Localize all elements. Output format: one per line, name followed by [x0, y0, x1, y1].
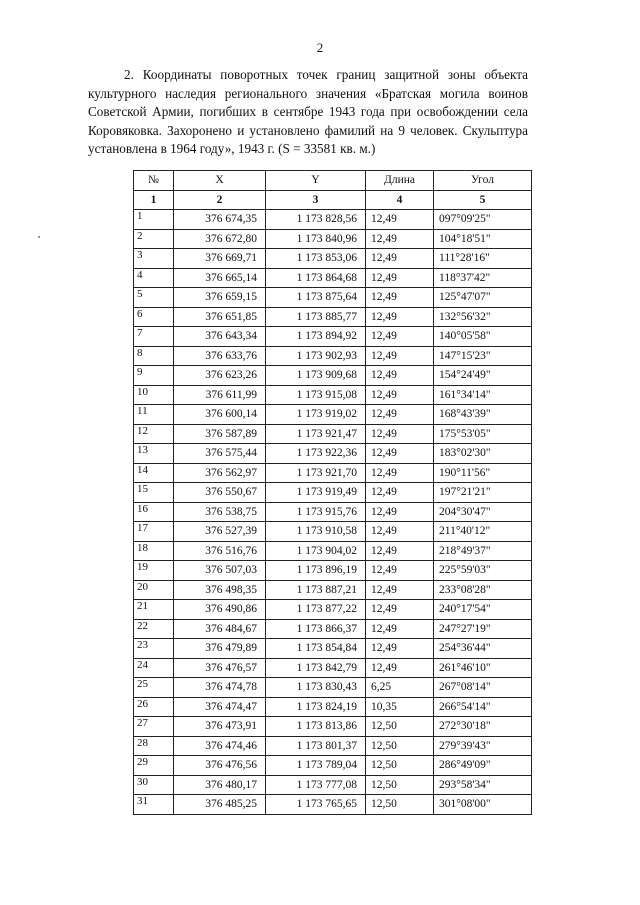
table-row — [134, 502, 532, 522]
point-number-cell: 25 — [134, 678, 174, 698]
point-number-cell: 15 — [134, 483, 174, 503]
point-number-cell: 2 — [134, 229, 174, 249]
angle-cell: 190°11'56" — [434, 463, 532, 483]
point-number-cell: 7 — [134, 327, 174, 347]
table-row — [134, 619, 532, 639]
table-row — [134, 288, 532, 308]
angle-cell: 104°18'51" — [434, 229, 532, 249]
point-number-cell: 27 — [134, 717, 174, 737]
y-coordinate-cell: 1 173 854,84 — [266, 639, 366, 659]
table-row — [134, 249, 532, 269]
length-cell: 12,49 — [366, 522, 434, 542]
y-coordinate-cell: 1 173 840,96 — [266, 229, 366, 249]
table-row — [134, 639, 532, 659]
y-coordinate-cell: 1 173 904,02 — [266, 541, 366, 561]
x-coordinate-cell: 376 474,47 — [174, 697, 266, 717]
table-row — [134, 756, 532, 776]
point-number-cell: 13 — [134, 444, 174, 464]
length-cell: 12,49 — [366, 307, 434, 327]
table-row — [134, 229, 532, 249]
x-coordinate-cell: 376 538,75 — [174, 502, 266, 522]
y-coordinate-cell: 1 173 919,02 — [266, 405, 366, 425]
x-coordinate-cell: 376 659,15 — [174, 288, 266, 308]
length-cell: 12,49 — [366, 658, 434, 678]
point-number-cell: 4 — [134, 268, 174, 288]
header-number: № — [134, 171, 174, 191]
angle-cell: 266°54'14" — [434, 697, 532, 717]
table-row — [134, 736, 532, 756]
column-number-5: 5 — [434, 190, 532, 210]
length-cell: 12,50 — [366, 795, 434, 815]
x-coordinate-cell: 376 484,67 — [174, 619, 266, 639]
length-cell: 10,35 — [366, 697, 434, 717]
angle-cell: 168°43'39" — [434, 405, 532, 425]
y-coordinate-cell: 1 173 915,76 — [266, 502, 366, 522]
length-cell: 12,49 — [366, 210, 434, 230]
table-row — [134, 268, 532, 288]
y-coordinate-cell: 1 173 813,86 — [266, 717, 366, 737]
angle-cell: 225°59'03" — [434, 561, 532, 581]
x-coordinate-cell: 376 550,67 — [174, 483, 266, 503]
length-cell: 12,49 — [366, 600, 434, 620]
table-row — [134, 307, 532, 327]
point-number-cell: 26 — [134, 697, 174, 717]
length-cell: 12,49 — [366, 327, 434, 347]
angle-cell: 211°40'12" — [434, 522, 532, 542]
y-coordinate-cell: 1 173 777,08 — [266, 775, 366, 795]
x-coordinate-cell: 376 480,17 — [174, 775, 266, 795]
angle-cell: 125°47'07" — [434, 288, 532, 308]
table-row — [134, 717, 532, 737]
table-row — [134, 600, 532, 620]
y-coordinate-cell: 1 173 921,70 — [266, 463, 366, 483]
angle-cell: 247°27'19" — [434, 619, 532, 639]
angle-cell: 254°36'44" — [434, 639, 532, 659]
x-coordinate-cell: 376 575,44 — [174, 444, 266, 464]
angle-cell: 261°46'10" — [434, 658, 532, 678]
angle-cell: 197°21'21" — [434, 483, 532, 503]
point-number-cell: 21 — [134, 600, 174, 620]
table-row — [134, 678, 532, 698]
angle-cell: 286°49'09" — [434, 756, 532, 776]
x-coordinate-cell: 376 643,34 — [174, 327, 266, 347]
page-number: 2 — [316, 40, 324, 55]
table-row — [134, 483, 532, 503]
point-number-cell: 3 — [134, 249, 174, 269]
length-cell: 12,50 — [366, 717, 434, 737]
length-cell: 12,50 — [366, 756, 434, 776]
table-row — [134, 444, 532, 464]
point-number-cell: 14 — [134, 463, 174, 483]
header-x: X — [174, 171, 266, 191]
point-number-cell: 24 — [134, 658, 174, 678]
point-number-cell: 20 — [134, 580, 174, 600]
angle-cell: 301°08'00" — [434, 795, 532, 815]
table-row — [134, 541, 532, 561]
point-number-cell: 31 — [134, 795, 174, 815]
angle-cell: 233°08'28" — [434, 580, 532, 600]
length-cell: 12,49 — [366, 346, 434, 366]
table-row — [134, 522, 532, 542]
angle-cell: 132°56'32" — [434, 307, 532, 327]
x-coordinate-cell: 376 672,80 — [174, 229, 266, 249]
y-coordinate-cell: 1 173 828,56 — [266, 210, 366, 230]
y-coordinate-cell: 1 173 824,19 — [266, 697, 366, 717]
x-coordinate-cell: 376 651,85 — [174, 307, 266, 327]
length-cell: 12,49 — [366, 561, 434, 581]
header-y: Y — [266, 171, 366, 191]
y-coordinate-cell: 1 173 921,47 — [266, 424, 366, 444]
table-row — [134, 405, 532, 425]
y-coordinate-cell: 1 173 887,21 — [266, 580, 366, 600]
point-number-cell: 6 — [134, 307, 174, 327]
x-coordinate-cell: 376 623,26 — [174, 366, 266, 386]
y-coordinate-cell: 1 173 877,22 — [266, 600, 366, 620]
angle-cell: 279°39'43" — [434, 736, 532, 756]
angle-cell: 097°09'25" — [434, 210, 532, 230]
length-cell: 12,49 — [366, 502, 434, 522]
y-coordinate-cell: 1 173 909,68 — [266, 366, 366, 386]
length-cell: 12,50 — [366, 775, 434, 795]
table-row — [134, 463, 532, 483]
table-row — [134, 385, 532, 405]
point-number-cell: 28 — [134, 736, 174, 756]
length-cell: 12,49 — [366, 405, 434, 425]
length-cell: 12,49 — [366, 483, 434, 503]
angle-cell: 293°58'34" — [434, 775, 532, 795]
point-number-cell: 1 — [134, 210, 174, 230]
table-row — [134, 327, 532, 347]
column-number-3: 3 — [266, 190, 366, 210]
angle-cell: 218°49'37" — [434, 541, 532, 561]
table-body — [134, 210, 532, 815]
length-cell: 12,49 — [366, 424, 434, 444]
table-row — [134, 658, 532, 678]
point-number-cell: 17 — [134, 522, 174, 542]
y-coordinate-cell: 1 173 885,77 — [266, 307, 366, 327]
y-coordinate-cell: 1 173 842,79 — [266, 658, 366, 678]
point-number-cell: 8 — [134, 346, 174, 366]
y-coordinate-cell: 1 173 866,37 — [266, 619, 366, 639]
y-coordinate-cell: 1 173 894,92 — [266, 327, 366, 347]
length-cell: 12,50 — [366, 736, 434, 756]
length-cell: 12,49 — [366, 444, 434, 464]
table-row — [134, 795, 532, 815]
angle-cell: 140°05'58" — [434, 327, 532, 347]
length-cell: 12,49 — [366, 366, 434, 386]
y-coordinate-cell: 1 173 789,04 — [266, 756, 366, 776]
y-coordinate-cell: 1 173 875,64 — [266, 288, 366, 308]
y-coordinate-cell: 1 173 801,37 — [266, 736, 366, 756]
x-coordinate-cell: 376 633,76 — [174, 346, 266, 366]
y-coordinate-cell: 1 173 765,65 — [266, 795, 366, 815]
y-coordinate-cell: 1 173 910,58 — [266, 522, 366, 542]
angle-cell: 240°17'54" — [434, 600, 532, 620]
point-number-cell: 18 — [134, 541, 174, 561]
x-coordinate-cell: 376 473,91 — [174, 717, 266, 737]
angle-cell: 272°30'18" — [434, 717, 532, 737]
length-cell: 12,49 — [366, 541, 434, 561]
x-coordinate-cell: 376 498,35 — [174, 580, 266, 600]
angle-cell: 204°30'47" — [434, 502, 532, 522]
table-row — [134, 561, 532, 581]
x-coordinate-cell: 376 474,46 — [174, 736, 266, 756]
point-number-cell: 12 — [134, 424, 174, 444]
x-coordinate-cell: 376 587,89 — [174, 424, 266, 444]
x-coordinate-cell: 376 562,97 — [174, 463, 266, 483]
angle-cell: 118°37'42" — [434, 268, 532, 288]
table-row — [134, 424, 532, 444]
length-cell: 12,49 — [366, 249, 434, 269]
x-coordinate-cell: 376 485,25 — [174, 795, 266, 815]
point-number-cell: 30 — [134, 775, 174, 795]
length-cell: 12,49 — [366, 288, 434, 308]
coordinates-table — [133, 170, 532, 815]
length-cell: 12,49 — [366, 385, 434, 405]
table-row — [134, 346, 532, 366]
table-row — [134, 775, 532, 795]
point-number-cell: 16 — [134, 502, 174, 522]
header-angle: Угол — [434, 171, 532, 191]
y-coordinate-cell: 1 173 853,06 — [266, 249, 366, 269]
angle-cell: 175°53'05" — [434, 424, 532, 444]
angle-cell: 111°28'16" — [434, 249, 532, 269]
table-row — [134, 697, 532, 717]
table-row — [134, 210, 532, 230]
point-number-cell: 29 — [134, 756, 174, 776]
y-coordinate-cell: 1 173 864,68 — [266, 268, 366, 288]
y-coordinate-cell: 1 173 896,19 — [266, 561, 366, 581]
point-number-cell: 11 — [134, 405, 174, 425]
x-coordinate-cell: 376 476,57 — [174, 658, 266, 678]
column-number-1: 1 — [134, 190, 174, 210]
length-cell: 12,49 — [366, 463, 434, 483]
scan-speck — [38, 236, 40, 238]
x-coordinate-cell: 376 479,89 — [174, 639, 266, 659]
point-number-cell: 23 — [134, 639, 174, 659]
angle-cell: 267°08'14" — [434, 678, 532, 698]
header-length: Длина — [366, 171, 434, 191]
y-coordinate-cell: 1 173 915,08 — [266, 385, 366, 405]
angle-cell: 161°34'14" — [434, 385, 532, 405]
point-number-cell: 19 — [134, 561, 174, 581]
y-coordinate-cell: 1 173 830,43 — [266, 678, 366, 698]
length-cell: 12,49 — [366, 580, 434, 600]
length-cell: 12,49 — [366, 619, 434, 639]
column-numbers-row — [134, 190, 532, 210]
table-row — [134, 366, 532, 386]
x-coordinate-cell: 376 527,39 — [174, 522, 266, 542]
x-coordinate-cell: 376 474,78 — [174, 678, 266, 698]
point-number-cell: 10 — [134, 385, 174, 405]
length-cell: 6,25 — [366, 678, 434, 698]
point-number-cell: 5 — [134, 288, 174, 308]
angle-cell: 183°02'30" — [434, 444, 532, 464]
x-coordinate-cell: 376 490,86 — [174, 600, 266, 620]
angle-cell: 154°24'49" — [434, 366, 532, 386]
point-number-cell: 22 — [134, 619, 174, 639]
x-coordinate-cell: 376 507,03 — [174, 561, 266, 581]
length-cell: 12,49 — [366, 268, 434, 288]
x-coordinate-cell: 376 516,76 — [174, 541, 266, 561]
x-coordinate-cell: 376 674,35 — [174, 210, 266, 230]
x-coordinate-cell: 376 611,99 — [174, 385, 266, 405]
section-heading: 2. Координаты поворотных точек границ защитной зоны объекта культурного наследия регионального значения «Братская могила воинов Советской Армии, погибших в сентябре 1943 года при освобождении села Коровяковка. Захоронено и установлено фамилий на 9 человек. Скульптура установлена в 1964 году», 1943 г. (S = 33581 кв. м.) — [88, 67, 528, 157]
y-coordinate-cell: 1 173 922,36 — [266, 444, 366, 464]
y-coordinate-cell: 1 173 902,93 — [266, 346, 366, 366]
x-coordinate-cell: 376 600,14 — [174, 405, 266, 425]
angle-cell: 147°15'23" — [434, 346, 532, 366]
column-number-2: 2 — [174, 190, 266, 210]
column-number-4: 4 — [366, 190, 434, 210]
point-number-cell: 9 — [134, 366, 174, 386]
x-coordinate-cell: 376 476,56 — [174, 756, 266, 776]
length-cell: 12,49 — [366, 639, 434, 659]
table-row — [134, 580, 532, 600]
table-header-row — [134, 171, 532, 191]
x-coordinate-cell: 376 669,71 — [174, 249, 266, 269]
length-cell: 12,49 — [366, 229, 434, 249]
x-coordinate-cell: 376 665,14 — [174, 268, 266, 288]
y-coordinate-cell: 1 173 919,49 — [266, 483, 366, 503]
